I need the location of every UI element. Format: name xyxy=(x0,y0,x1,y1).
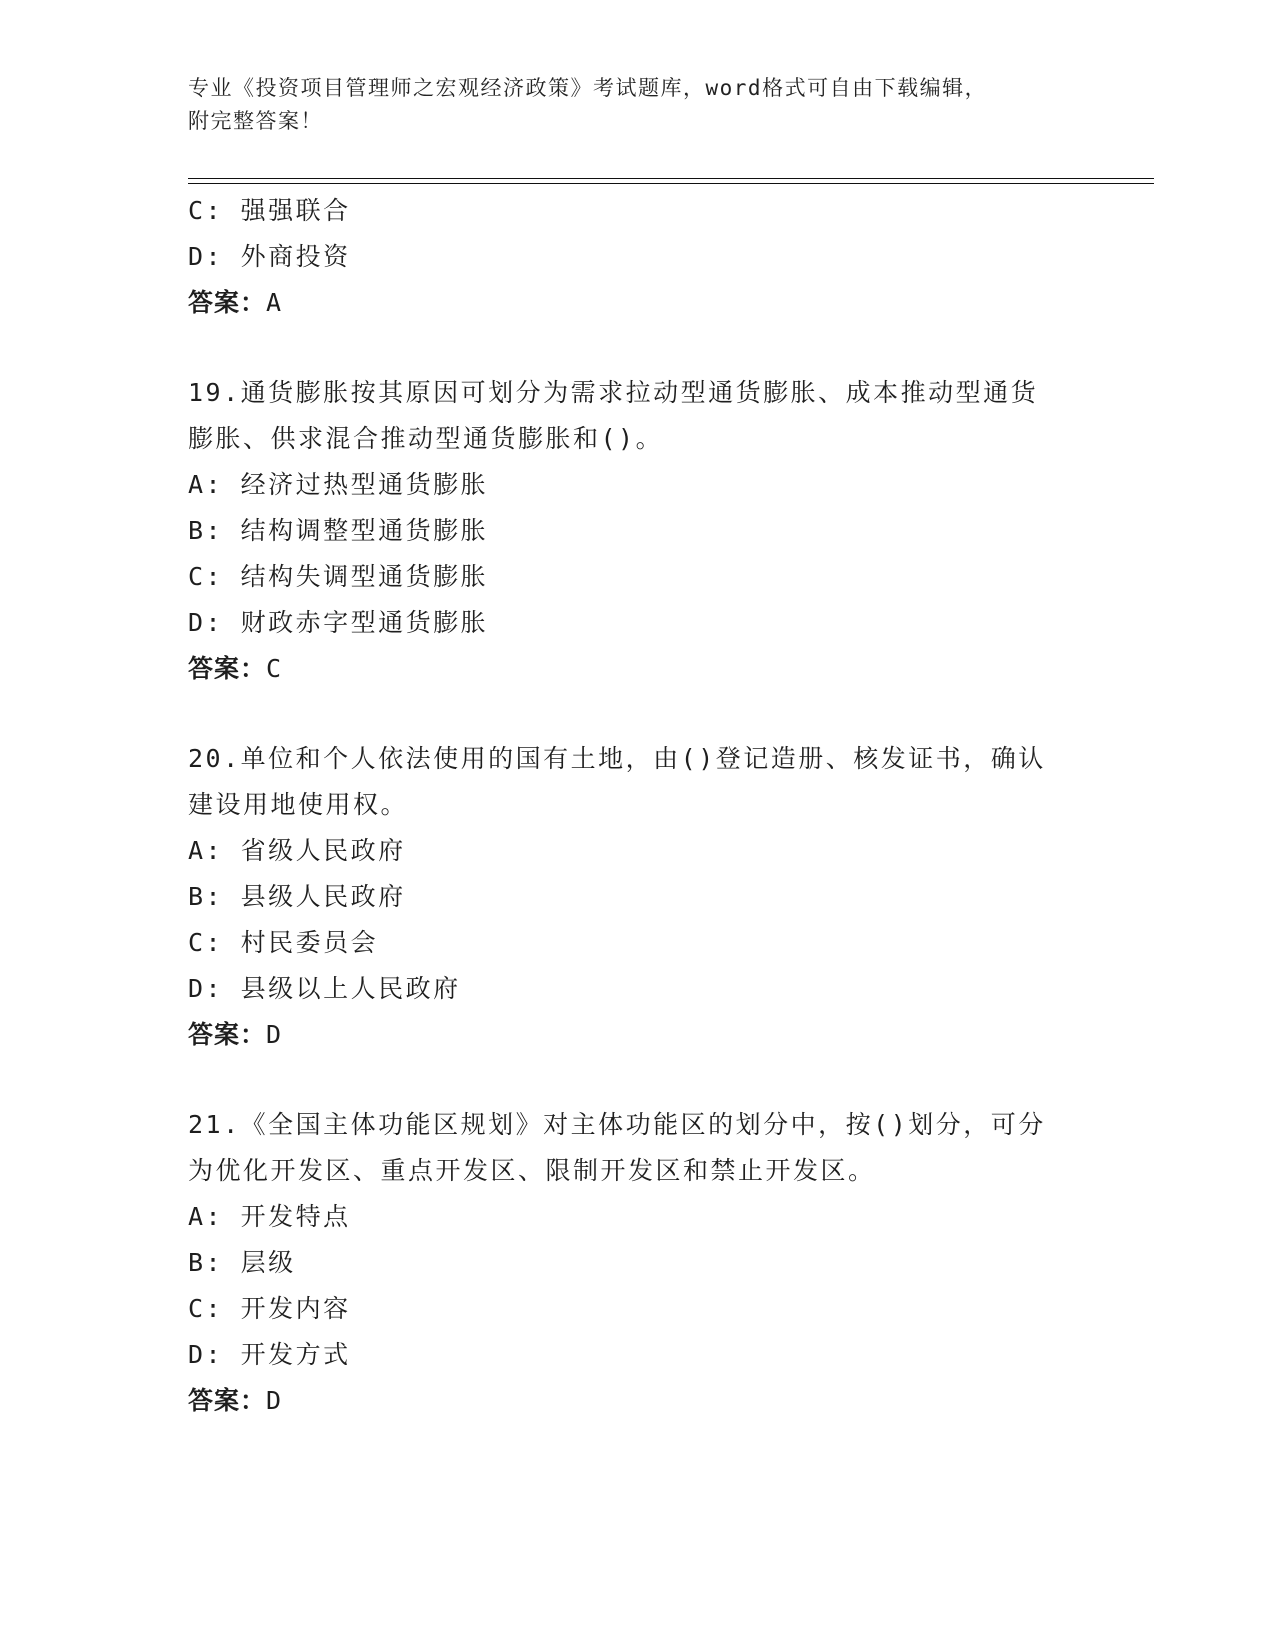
option-text: 外商投资 xyxy=(240,242,351,271)
question-stem-line-2: 建设用地使用权。 xyxy=(188,790,409,819)
option-d xyxy=(188,966,1088,1012)
prev-question-block xyxy=(188,188,1088,326)
answer-line xyxy=(188,280,1088,326)
option-b xyxy=(188,874,1088,920)
question-stem-line-1: 21.《全国主体功能区规划》对主体功能区的划分中，按()划分，可分 xyxy=(188,1110,1046,1139)
answer-label: 答案： xyxy=(188,288,267,317)
option-text: 村民委员会 xyxy=(240,928,379,957)
answer-value: C xyxy=(266,654,282,683)
option-b xyxy=(188,508,1088,554)
option-text: 经济过热型通货膨胀 xyxy=(240,470,489,499)
option-c xyxy=(188,1286,1088,1332)
header-line-2: 附完整答案！ xyxy=(188,109,323,133)
question-stem-line-1: 19.通货膨胀按其原因可划分为需求拉动型通货膨胀、成本推动型通货 xyxy=(188,378,1039,407)
option-text: 省级人民政府 xyxy=(240,836,406,865)
option-letter: D: xyxy=(188,974,224,1003)
option-c xyxy=(188,920,1088,966)
option-text: 层级 xyxy=(240,1248,296,1277)
option-d xyxy=(188,234,1088,280)
option-text: 县级人民政府 xyxy=(240,882,406,911)
answer-value: A xyxy=(266,288,282,317)
answer-label: 答案： xyxy=(188,1020,267,1049)
option-text: 开发方式 xyxy=(240,1340,351,1369)
option-text: 结构调整型通货膨胀 xyxy=(240,516,489,545)
option-letter: C: xyxy=(188,928,224,957)
question-20 xyxy=(188,736,1088,1058)
option-text: 开发特点 xyxy=(240,1202,351,1231)
question-stem-line-1: 20.单位和个人依法使用的国有土地，由()登记造册、核发证书，确认 xyxy=(188,744,1046,773)
option-a xyxy=(188,1194,1088,1240)
option-letter: D: xyxy=(188,242,224,271)
option-letter: D: xyxy=(188,1340,224,1369)
answer-label: 答案： xyxy=(188,1386,267,1415)
question-stem-line-2: 为优化开发区、重点开发区、限制开发区和禁止开发区。 xyxy=(188,1156,876,1185)
answer-label: 答案： xyxy=(188,654,267,683)
option-text: 结构失调型通货膨胀 xyxy=(240,562,489,591)
option-letter: C: xyxy=(188,562,224,591)
answer-line xyxy=(188,1378,1088,1424)
question-21 xyxy=(188,1102,1088,1424)
answer-line xyxy=(188,1012,1088,1058)
question-stem-line-2: 膨胀、供求混合推动型通货膨胀和()。 xyxy=(188,424,664,453)
option-letter: A: xyxy=(188,470,224,499)
option-c xyxy=(188,188,1088,234)
header-divider-top xyxy=(188,178,1154,179)
option-letter: C: xyxy=(188,196,224,225)
option-letter: C: xyxy=(188,1294,224,1323)
option-c xyxy=(188,554,1088,600)
answer-value: D xyxy=(266,1020,282,1049)
option-letter: B: xyxy=(188,882,224,911)
option-a xyxy=(188,462,1088,508)
option-letter: A: xyxy=(188,836,224,865)
answer-value: D xyxy=(266,1386,282,1415)
answer-line xyxy=(188,646,1088,692)
option-letter: B: xyxy=(188,516,224,545)
option-text: 强强联合 xyxy=(240,196,351,225)
document-header xyxy=(188,72,1088,138)
option-text: 财政赤字型通货膨胀 xyxy=(240,608,489,637)
header-line-1: 专业《投资项目管理师之宏观经济政策》考试题库，word格式可自由下载编辑， xyxy=(188,76,988,100)
option-text: 县级以上人民政府 xyxy=(240,974,461,1003)
option-letter: A: xyxy=(188,1202,224,1231)
option-text: 开发内容 xyxy=(240,1294,351,1323)
option-d xyxy=(188,600,1088,646)
option-d xyxy=(188,1332,1088,1378)
option-letter: B: xyxy=(188,1248,224,1277)
header-divider-bottom xyxy=(188,183,1154,184)
option-a xyxy=(188,828,1088,874)
option-b xyxy=(188,1240,1088,1286)
option-letter: D: xyxy=(188,608,224,637)
question-19 xyxy=(188,370,1088,692)
question-list xyxy=(188,188,1088,1424)
